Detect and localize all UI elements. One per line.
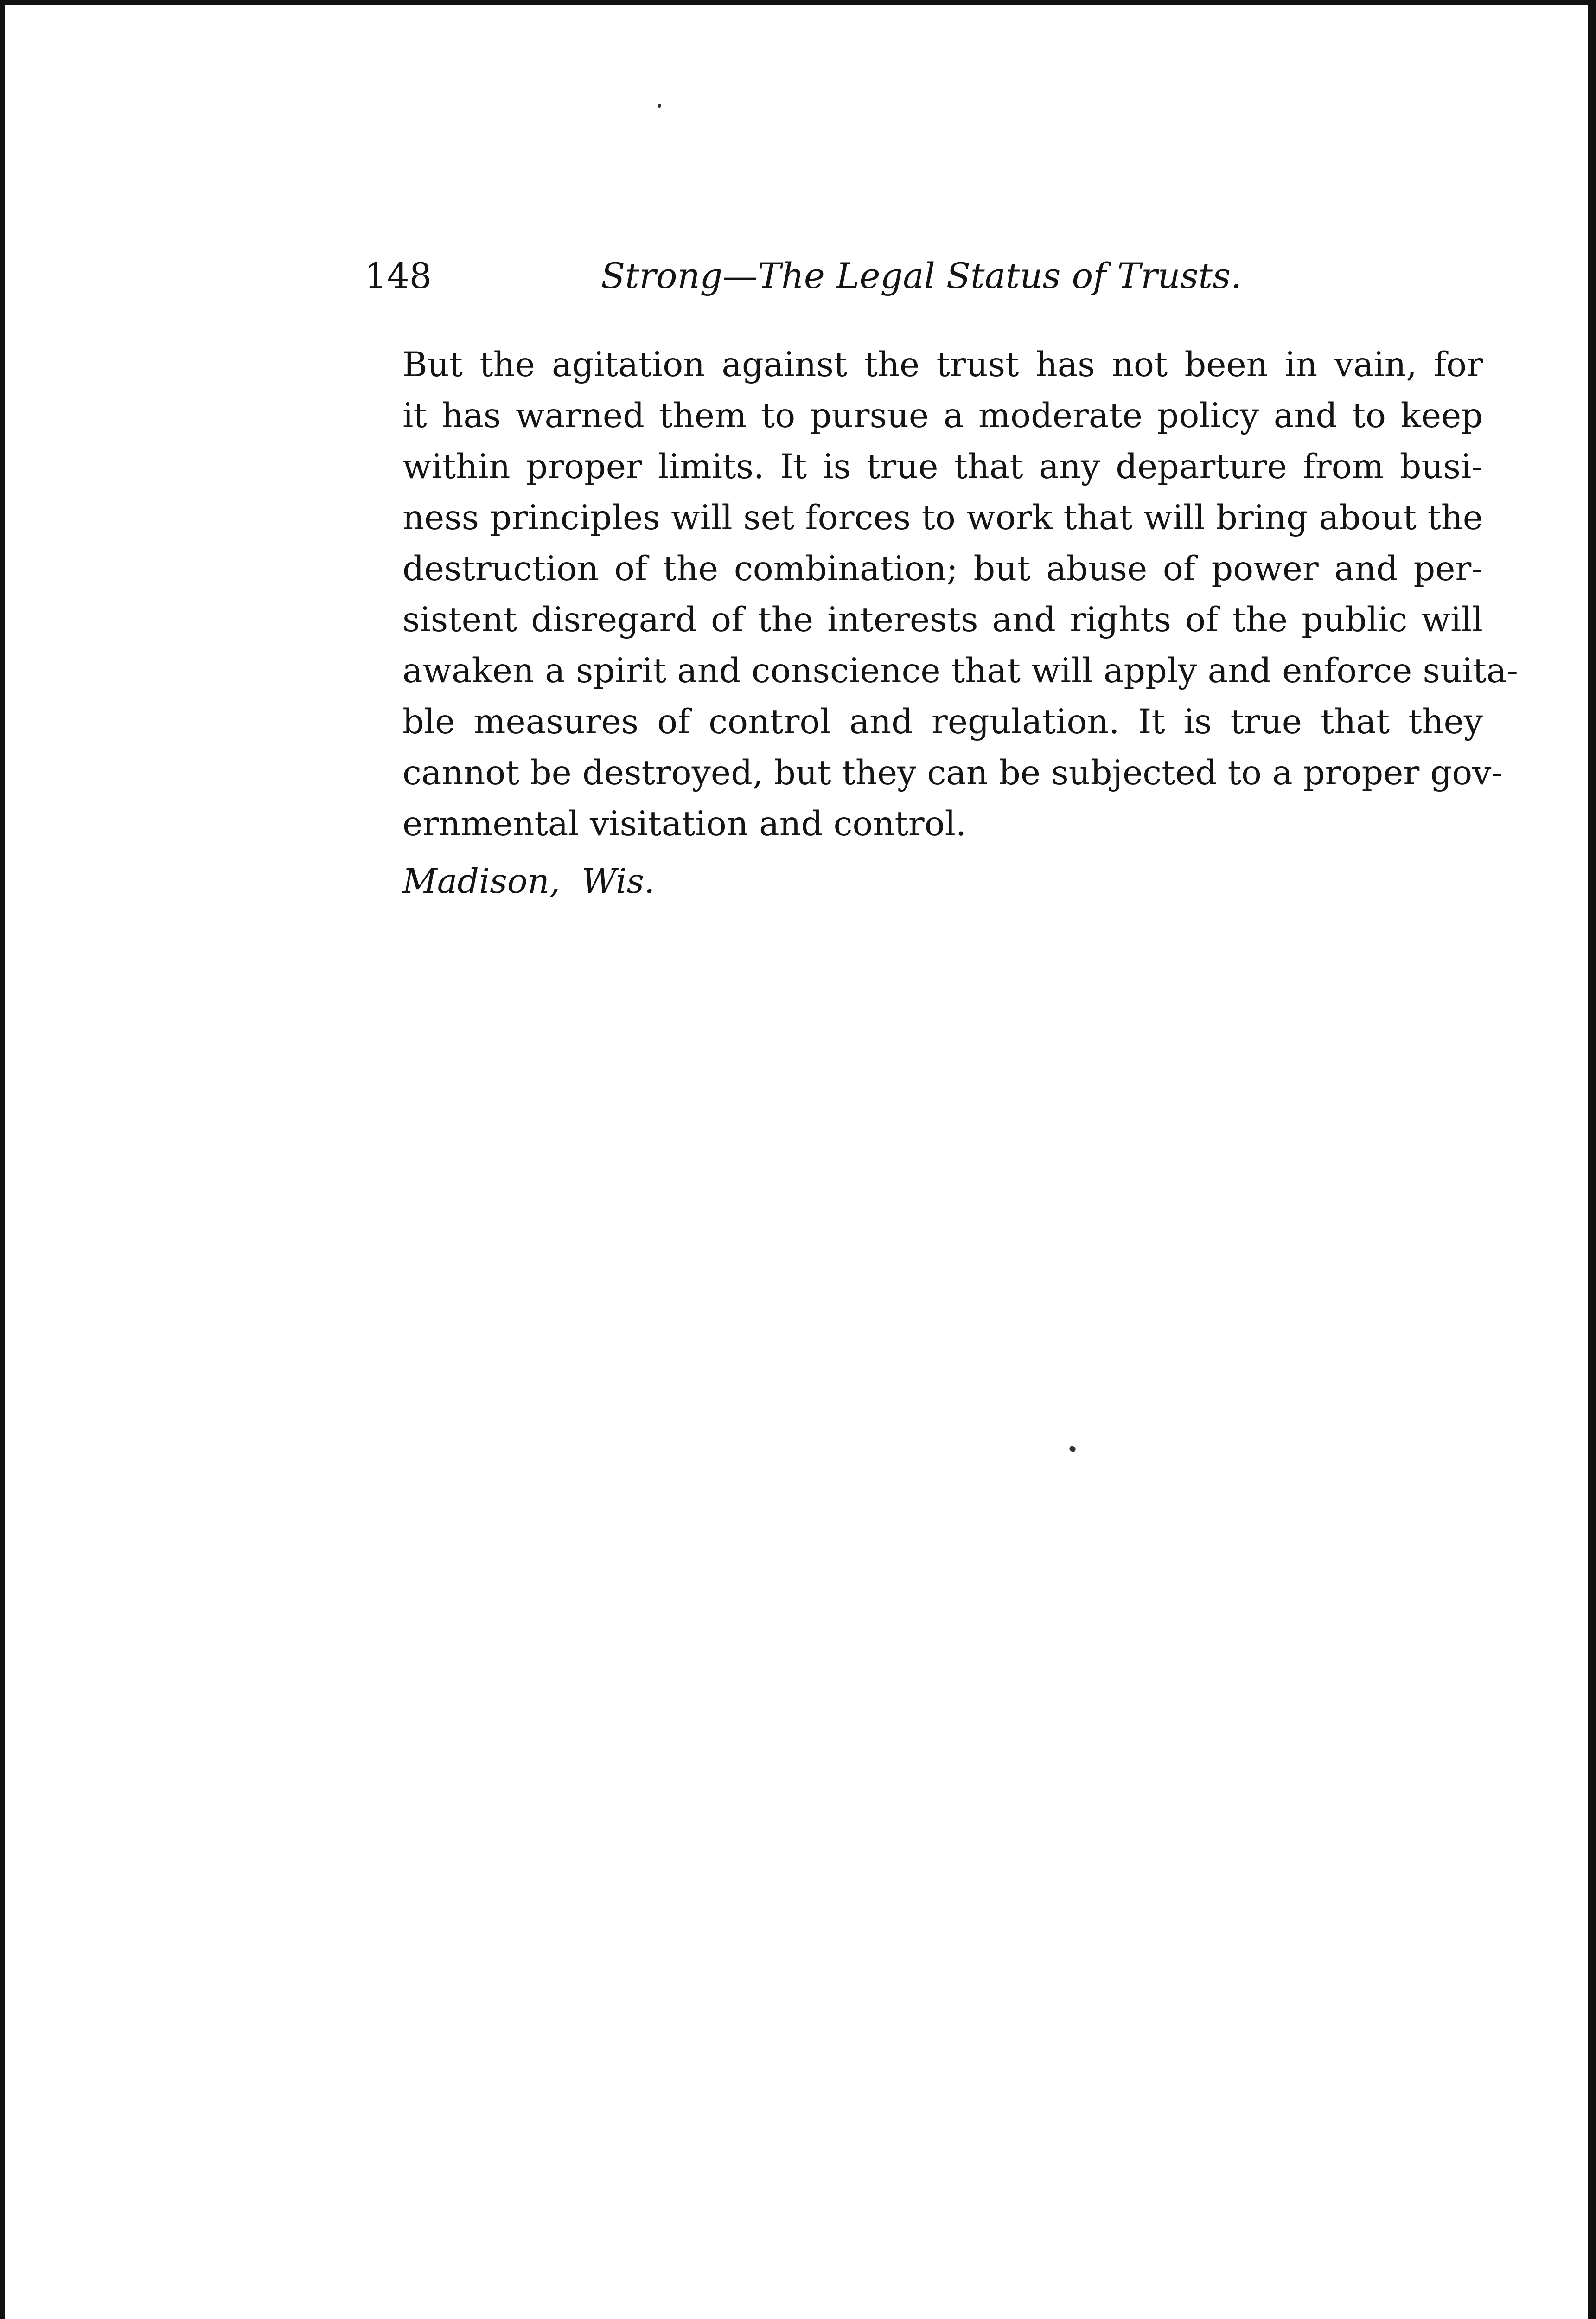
scan-speck — [1068, 1445, 1077, 1453]
text-line: awaken a spirit and conscience that will apply and enforce suita- — [402, 651, 1518, 691]
running-title: Strong—The Legal Status of Trusts. — [601, 255, 1242, 296]
paragraph — [402, 340, 1518, 850]
scan-border-left — [0, 0, 5, 2319]
text-line: sistent disregard of the interests and rights of the public will — [402, 600, 1483, 640]
text-line: ble measures of control and regulation. It is true that they — [402, 702, 1483, 742]
text-line: ernmental visitation and control. — [402, 804, 967, 844]
signature-place: Madison, — [402, 862, 560, 901]
scan-speck — [658, 104, 661, 108]
text-line: ness principles will set forces to work that will bring about the — [402, 498, 1483, 538]
scan-border-right — [1588, 0, 1596, 2319]
text-line: it has warned them to pursue a moderate policy and to keep — [402, 396, 1483, 436]
text-line: But the agitation against the trust has not been in vain, for — [402, 345, 1483, 384]
signature-state: Wis. — [581, 862, 655, 901]
text-line: within proper limits. It is true that any departure from busi- — [402, 447, 1483, 487]
scan-border-top — [0, 0, 1596, 5]
running-head — [0, 250, 1596, 301]
text-line: cannot be destroyed, but they can be subjected to a proper gov- — [402, 753, 1503, 793]
text-line: destruction of the combination; but abuse of power and per- — [402, 549, 1483, 589]
signature-location — [402, 856, 655, 907]
page-number: 148 — [364, 255, 432, 296]
